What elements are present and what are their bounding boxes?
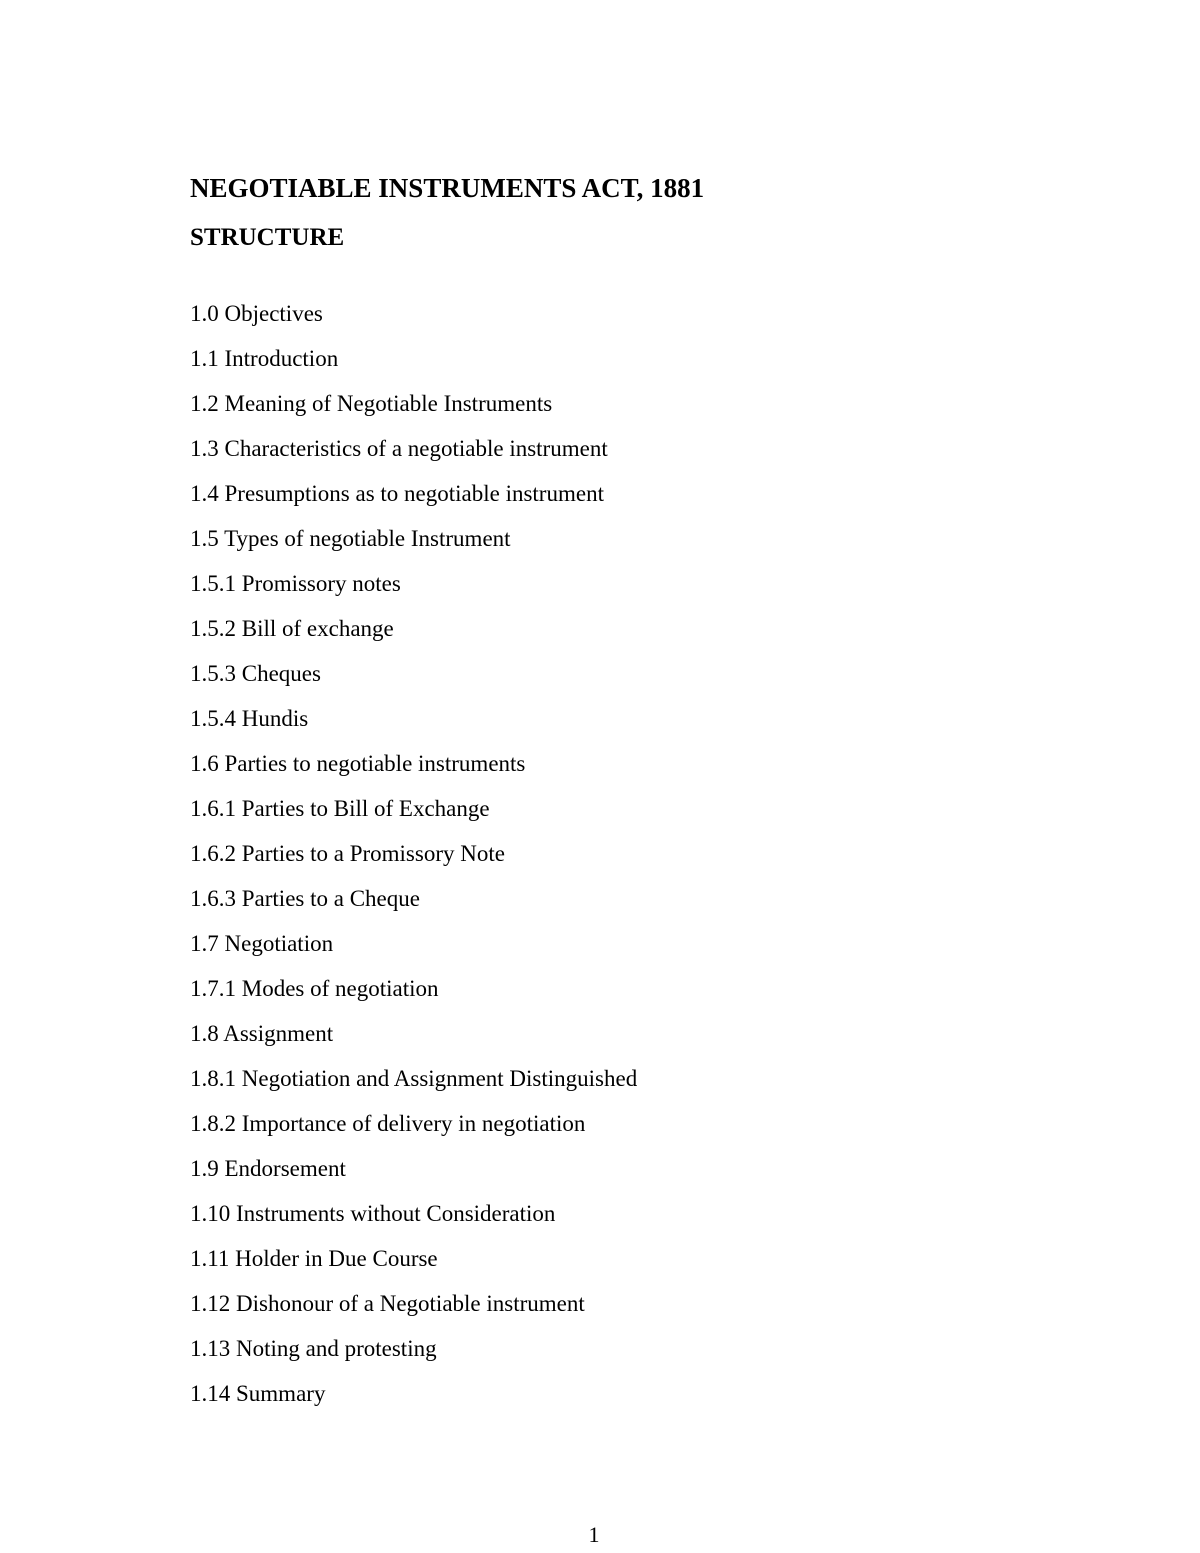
toc-item: 1.8.2 Importance of delivery in negotiation <box>190 1111 586 1136</box>
toc-item: 1.12 Dishonour of a Negotiable instrument <box>190 1291 585 1316</box>
document-title: NEGOTIABLE INSTRUMENTS ACT, 1881 <box>190 173 705 203</box>
toc-item: 1.6.3 Parties to a Cheque <box>190 886 420 911</box>
toc-item: 1.8.1 Negotiation and Assignment Distinguished <box>190 1066 638 1091</box>
toc-item: 1.6.1 Parties to Bill of Exchange <box>190 796 490 821</box>
toc-item: 1.5.2 Bill of exchange <box>190 616 394 641</box>
toc-item: 1.9 Endorsement <box>190 1156 346 1181</box>
toc-item: 1.11 Holder in Due Course <box>190 1246 438 1271</box>
toc-item: 1.5.1 Promissory notes <box>190 571 401 596</box>
toc-item: 1.10 Instruments without Consideration <box>190 1201 556 1226</box>
toc-item: 1.7.1 Modes of negotiation <box>190 976 439 1001</box>
toc-item: 1.5.3 Cheques <box>190 661 321 686</box>
toc-item: 1.3 Characteristics of a negotiable instrument <box>190 436 608 461</box>
toc-item: 1.14 Summary <box>190 1381 326 1406</box>
toc-item: 1.5 Types of negotiable Instrument <box>190 526 511 551</box>
section-heading: STRUCTURE <box>190 224 345 251</box>
toc-item: 1.7 Negotiation <box>190 931 334 956</box>
toc-item: 1.6.2 Parties to a Promissory Note <box>190 841 505 866</box>
toc-item: 1.8 Assignment <box>190 1021 334 1046</box>
toc-item: 1.6 Parties to negotiable instruments <box>190 751 526 776</box>
toc-item: 1.13 Noting and protesting <box>190 1336 437 1361</box>
toc-item: 1.5.4 Hundis <box>190 706 309 731</box>
page-number: 1 <box>588 1522 600 1547</box>
toc-item: 1.4 Presumptions as to negotiable instrument <box>190 481 604 506</box>
toc-item: 1.0 Objectives <box>190 301 323 326</box>
toc-item: 1.2 Meaning of Negotiable Instruments <box>190 391 553 416</box>
table-of-contents <box>190 298 637 1423</box>
toc-item: 1.1 Introduction <box>190 346 339 371</box>
